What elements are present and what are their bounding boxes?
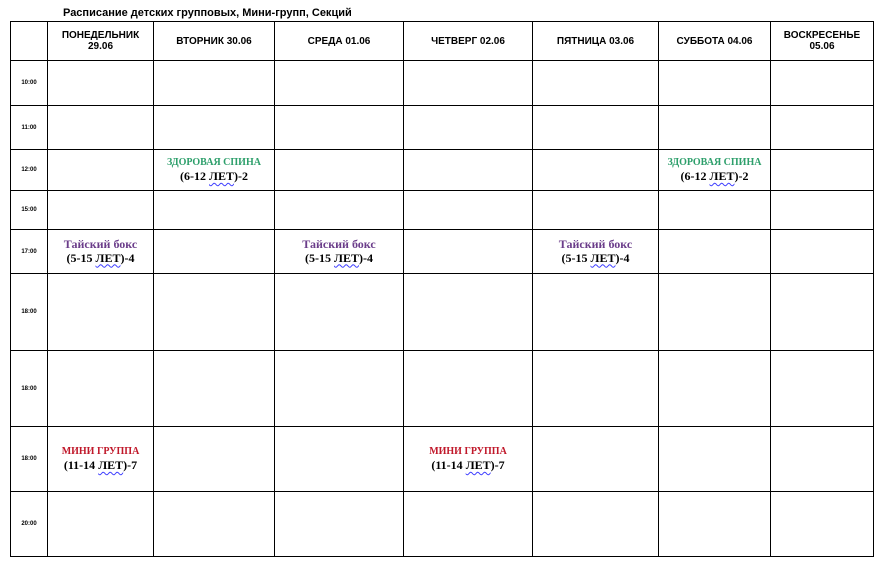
- class-cell: [533, 230, 659, 274]
- schedule-cell: [275, 427, 404, 492]
- schedule-cell: [404, 274, 533, 351]
- class-age-range: [48, 251, 153, 266]
- schedule-cell: [154, 492, 275, 557]
- schedule-cell: [533, 492, 659, 557]
- day-header: ВТОРНИК 30.06: [154, 22, 275, 61]
- class-age-range: [659, 169, 770, 184]
- class-name: МИНИ ГРУППА: [429, 446, 507, 457]
- class-age-range: [533, 251, 658, 266]
- schedule-cell: [275, 191, 404, 230]
- schedule-cell: [659, 191, 771, 230]
- class-age-range: [275, 251, 403, 266]
- schedule-cell: [533, 427, 659, 492]
- age-prefix: (11-14: [63, 458, 99, 472]
- schedule-cell: [154, 230, 275, 274]
- time-row: [11, 351, 874, 427]
- time-row: [11, 191, 874, 230]
- schedule-cell: [533, 351, 659, 427]
- schedule-cell: [404, 492, 533, 557]
- schedule-cell: [275, 492, 404, 557]
- header-row: [11, 22, 874, 61]
- schedule-cell: [275, 61, 404, 106]
- schedule-cell: [771, 492, 874, 557]
- schedule-cell: [404, 351, 533, 427]
- schedule-cell: [48, 351, 154, 427]
- age-prefix: (5-15: [305, 250, 335, 265]
- schedule-cell: [404, 230, 533, 274]
- day-header: ПЯТНИЦА 03.06: [533, 22, 659, 61]
- schedule-cell: [533, 274, 659, 351]
- class-name: Тайский бокс: [302, 236, 376, 251]
- schedule-cell: [48, 150, 154, 191]
- schedule-cell: [275, 351, 404, 427]
- age-suffix: )-2: [734, 169, 749, 183]
- time-label: 18:00: [11, 351, 48, 427]
- class-name: ЗДОРОВАЯ СПИНА: [167, 157, 261, 168]
- class-cell: [154, 150, 275, 191]
- time-row: [11, 427, 874, 492]
- age-prefix: (11-14: [431, 458, 466, 472]
- schedule-cell: [275, 274, 404, 351]
- day-header: ВОСКРЕСЕНЬЕ 05.06: [771, 22, 874, 61]
- schedule-cell: [154, 191, 275, 230]
- age-word: ЛЕТ: [95, 250, 121, 265]
- age-suffix: )-7: [490, 458, 505, 472]
- schedule-cell: [659, 274, 771, 351]
- schedule-cell: [771, 150, 874, 191]
- schedule-cell: [154, 427, 275, 492]
- schedule-cell: [659, 427, 771, 492]
- time-label: 11:00: [11, 106, 48, 150]
- schedule-cell: [771, 230, 874, 274]
- day-header: ЧЕТВЕРГ 02.06: [404, 22, 533, 61]
- class-age-range: [48, 458, 153, 473]
- class-name: ЗДОРОВАЯ СПИНА: [667, 157, 762, 168]
- age-word: ЛЕТ: [209, 169, 234, 183]
- schedule-cell: [48, 106, 154, 150]
- time-row: [11, 106, 874, 150]
- age-word: ЛЕТ: [709, 169, 735, 183]
- time-label: 15:00: [11, 191, 48, 230]
- time-row: [11, 230, 874, 274]
- time-label: 18:00: [11, 427, 48, 492]
- age-suffix: )-2: [233, 169, 248, 183]
- time-label: 18:00: [11, 274, 48, 351]
- age-word: ЛЕТ: [334, 250, 359, 265]
- schedule-table: [10, 21, 874, 557]
- schedule-cell: [154, 274, 275, 351]
- schedule-cell: [154, 351, 275, 427]
- schedule-cell: [533, 106, 659, 150]
- age-word: ЛЕТ: [98, 458, 124, 472]
- class-cell: [48, 427, 154, 492]
- schedule-title: Расписание детских групповых, Мини-групп, Секций: [63, 7, 352, 19]
- age-suffix: )-7: [123, 458, 138, 472]
- schedule-cell: [659, 492, 771, 557]
- time-label: 10:00: [11, 61, 48, 106]
- age-prefix: (6-12: [680, 169, 710, 183]
- time-row: [11, 492, 874, 557]
- schedule-cell: [154, 61, 275, 106]
- time-label: 20:00: [11, 492, 48, 557]
- class-age-range: [404, 458, 532, 473]
- age-suffix: )-4: [120, 250, 135, 265]
- schedule-cell: [771, 427, 874, 492]
- age-suffix: )-4: [358, 250, 373, 265]
- schedule-cell: [533, 61, 659, 106]
- schedule-cell: [404, 150, 533, 191]
- schedule-cell: [275, 150, 404, 191]
- class-name: Тайский бокс: [558, 236, 633, 251]
- age-suffix: )-4: [615, 250, 630, 265]
- schedule-cell: [659, 61, 771, 106]
- schedule-cell: [404, 191, 533, 230]
- time-row: [11, 274, 874, 351]
- schedule-cell: [771, 351, 874, 427]
- schedule-cell: [404, 106, 533, 150]
- time-label: 17:00: [11, 230, 48, 274]
- schedule-cell: [771, 106, 874, 150]
- schedule-cell: [275, 106, 404, 150]
- age-prefix: (5-15: [561, 250, 591, 265]
- age-prefix: (5-15: [66, 250, 96, 265]
- time-row: [11, 150, 874, 191]
- age-prefix: (6-12: [180, 169, 210, 183]
- schedule-cell: [771, 191, 874, 230]
- class-name: Тайский бокс: [63, 236, 138, 251]
- schedule-cell: [48, 61, 154, 106]
- day-header: ПОНЕДЕЛЬНИК 29.06: [48, 22, 154, 61]
- class-cell: [404, 427, 533, 492]
- class-cell: [659, 150, 771, 191]
- schedule-cell: [48, 274, 154, 351]
- day-header: СРЕДА 01.06: [275, 22, 404, 61]
- schedule-cell: [48, 492, 154, 557]
- schedule-cell: [533, 191, 659, 230]
- schedule-cell: [659, 106, 771, 150]
- day-header: СУББОТА 04.06: [659, 22, 771, 61]
- schedule-cell: [154, 106, 275, 150]
- time-label: 12:00: [11, 150, 48, 191]
- corner-cell: [11, 22, 48, 61]
- schedule-cell: [404, 61, 533, 106]
- schedule-cell: [771, 274, 874, 351]
- schedule-cell: [771, 61, 874, 106]
- schedule-cell: [659, 351, 771, 427]
- class-cell: [275, 230, 404, 274]
- class-name: МИНИ ГРУППА: [61, 446, 140, 457]
- class-age-range: [154, 169, 274, 184]
- schedule-cell: [659, 230, 771, 274]
- schedule-cell: [533, 150, 659, 191]
- age-word: ЛЕТ: [590, 250, 616, 265]
- age-word: ЛЕТ: [465, 458, 491, 472]
- class-cell: [48, 230, 154, 274]
- schedule-cell: [48, 191, 154, 230]
- time-row: [11, 61, 874, 106]
